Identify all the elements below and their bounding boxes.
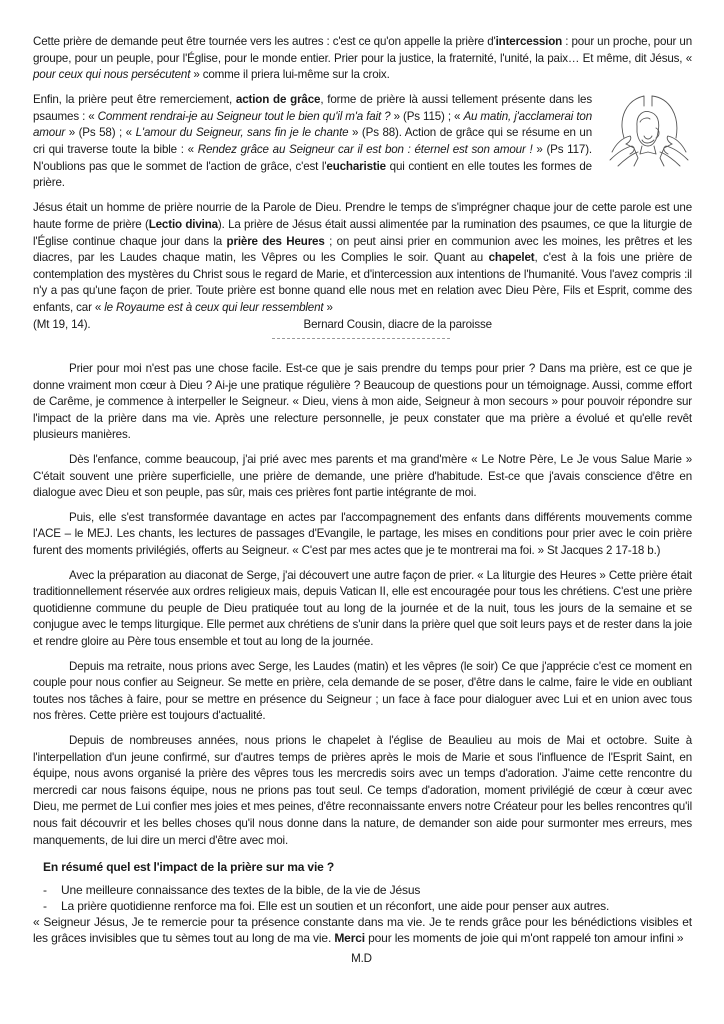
text: Enfin, la prière peut être remerciement, <box>33 93 236 107</box>
paragraph-intercession <box>33 34 692 84</box>
paragraph-lectio-divina <box>33 200 692 316</box>
text: qui contient en elle toutes les formes de prière. <box>33 159 592 190</box>
text: » (Ps 115) ; « <box>390 109 464 123</box>
bible-reference: (Mt 19, 14). <box>33 317 91 331</box>
paragraph-retirement: Depuis ma retraite, nous prions avec Serge, les Laudes (matin) et les vêpres (le soir) Ce que j'apprécie c'est ce moment en couple pour nous confier au Seigneur. Se mette en prière, cela demande de se poser, d'être dans le calme, faire le vide en oubliant toutes nos tâches à faire, pour se mettre en présence du Seigneur ; un face à face pour dialoguer avec Lui et en union avec tous nos frères. Cette prière est toujours d'actualité. <box>33 659 692 723</box>
impact-list <box>33 882 692 914</box>
text: » (Ps 88). Action de grâce qui se résume en un cri qui traverse toute la bible : « <box>33 126 592 157</box>
text: Jésus était un homme de prière nourrie de la Parole de Dieu. Prendre le temps de s'imprégner chaque jour de cette parole est une haute forme de prière ( <box>33 201 692 231</box>
text: » <box>323 300 333 314</box>
quote-italic: le Royaume est à ceux qui leur ressemblent <box>104 300 324 314</box>
text: Cette prière de demande peut être tournée vers les autres : c'est ce qu'on appelle la prière d' <box>33 35 496 48</box>
author-signature-line <box>33 317 692 334</box>
author-initials: M.D <box>351 951 372 965</box>
jesus-praying-hands-drawing-icon <box>604 88 694 172</box>
closing-prayer <box>33 914 692 947</box>
author-signature: Bernard Cousin, diacre de la paroisse <box>303 317 492 331</box>
text: ; on peut ainsi prier en communion avec les moines, les prêtres et les diacres, par les Laudes chaque matin, les Vêpres ou les Complies le soir. Quant au <box>33 234 692 265</box>
text: » comme il priera lui-même sur la croix. <box>190 68 390 82</box>
text: : pour un proche, pour un groupe, pour un peuple, pour l'Église, pour le monde entier. Prier pour la justice, la fraternité, l'unité, la paix… Et même, dit Jésus, « <box>33 35 692 65</box>
paragraph-actions: Puis, elle s'est transformée davantage en actes par l'accompagnement des enfants dans différents mouvements comme l'ACE – le MEJ. Les chants, les lectures de passages d'Evangile, le partage, les mises en conditions pour prier avec le coin prière furent des moments privilégiés, offerts au Seigneur. « C'est par mes actes que je te montrerai ma foi. » St Jacques 2 17-18 b.) <box>33 510 692 558</box>
dash-bullet-icon: - <box>43 882 47 897</box>
document-page <box>33 34 692 967</box>
list-item <box>33 882 692 898</box>
paragraph-chapelet: Depuis de nombreuses années, nous prions le chapelet à l'église de Beaulieu au mois de Mai et octobre. Suite à l'interpellation d'un jeune confirmé, sur d'autres temps de prières après le mois de Marie et sous l'influence de l'Esprit Saint, en équipe, nous avons organisé la prière des vêpres tous les mercredis soirs avec un temps d'adoration. J'aime cette rencontre du mercredi car nous faisons équipe, nous ne prions pas tout seul. Ce temps d'adoration, moment privilégié de cœur à cœur avec Dieu, me permet de Lui confier mes joies et mes peines, d'être reconnaissante envers notre Créateur pour les belles rencontres qu'il nous fait découvrir et les belles choses qu'il nous donne dans la nature, de demander son aide pour surmonter mes erreurs, mes manquements, de lui dire un merci d'être avec moi. <box>33 733 692 847</box>
quote-italic: Rendez grâce au Seigneur car il est bon : éternel est son amour ! <box>197 143 533 157</box>
text: « Seigneur Jésus, Je te remercie pour ta présence constante dans ma vie. Je te rends grâce pour les bénédictions visibles et les grâces invisibles que tu sèmes tout au long de ma vie. <box>33 914 692 946</box>
text: pour les moments de joie qui m'ont rappelé ton amour infini » <box>364 931 684 946</box>
dash-bullet-icon: - <box>43 898 47 913</box>
section-divider <box>272 338 450 339</box>
quote-italic: L'amour du Seigneur, sans fin je le chante <box>135 126 349 140</box>
bold-term-chapelet: chapelet <box>488 251 535 265</box>
paragraph-childhood: Dès l'enfance, comme beaucoup, j'ai prié avec mes parents et ma grand'mère « Le Notre Père, Le Je vous Salue Marie » C'était souvent une prière superficielle, une prière de demande, une prière d'habitude. Est-ce que j'avais conscience d'être en dialogue avec Dieu et son peuple, pas sûr, mais ces prières font partie intégrante de moi. <box>33 453 692 500</box>
text: » (Ps 58) ; « <box>65 126 136 140</box>
paragraph-liturgy-hours: Avec la préparation au diaconat de Serge, j'ai découvert une autre façon de prier. « La liturgie des Heures » Cette prière était traditionnellement réservée aux ordres religieux mais, depuis Vatican II, elle est encouragée pour tous les chrétiens. C'est une prière quotidienne commune du peuple de Dieu pratiquée tout au long de la journée et de la nuit, tous les jours de la semaine et se conjugue avec le temps liturgique. Elle permet aux chrétiens de s'unir dans la prière quel que soit leurs pays et de rester dans la joie et rendre gloire au Père tous ensemble et tout au long de la journée. <box>33 568 692 648</box>
bold-term-eucharistie: eucharistie <box>326 159 386 173</box>
bold-term-intercession: intercession <box>495 35 563 48</box>
quote-italic: Comment rendrai-je au Seigneur tout le bien qu'il m'a fait ? <box>97 109 391 123</box>
list-item-text: La prière quotidienne renforce ma foi. Elle est un soutien et un réconfort, une aide pour penser aux autres. <box>61 898 610 913</box>
text: , c'est à la fois une prière de contemplation des mystères du Christ sous le regard de Marie, et d'intercession aux intentions de l'humanité. Vous l'avez compris :il n'y a pas qu'une façon de prier. Toute prière est bonne quand elle nous met en relation avec Dieu Père, Fils et Esprit, comme des enfants, car « <box>33 251 692 314</box>
bold-term-merci: Merci <box>334 931 365 946</box>
bold-term-action-de-grace: action de grâce <box>235 93 321 107</box>
bold-term-priere-des-heures: prière des Heures <box>226 234 325 248</box>
paragraph-action-de-grace <box>33 92 692 192</box>
quote-italic: pour ceux qui nous persécutent <box>33 68 191 82</box>
text: ). La prière de Jésus était aussi alimentée par la rumination des psaumes, ce que la liturgie de l'Église continue chaque jour dans la <box>33 217 692 248</box>
list-item-text: Une meilleure connaissance des textes de la bible, de la vie de Jésus <box>61 882 421 897</box>
text: » (Ps 117). N'oublions pas que le sommet de l'action de grâce, c'est l' <box>33 143 592 173</box>
summary-heading: En résumé quel est l'impact de la prière sur ma vie ? <box>43 860 335 875</box>
paragraph-testimony-intro: Prier pour moi n'est pas une chose facile. Est-ce que je sais prendre du temps pour prier ? Dans ma prière, est ce que je donne vraiment mon cœur à Dieu ? Ai-je une pratique régulière ? Beaucoup de questions pour un témoignage. Aussi, comme effort de Carême, je commence à interpeller le Seigneur. « Dieu, viens à mon aide, Seigneur à mon secours » pour pouvoir répondre sur l'impact de la prière dans ma vie. Après une relecture personnelle, je peux constater que ma prière a évolué et qu'elle revêt plusieurs manières. <box>33 362 692 442</box>
quote-italic: Au matin, j'acclamerai ton amour <box>33 109 593 140</box>
text: , forme de prière là aussi tellement présente dans les psaumes : « <box>33 93 593 123</box>
list-item <box>33 898 692 914</box>
bold-term-lectio-divina: Lectio divina <box>148 217 218 231</box>
